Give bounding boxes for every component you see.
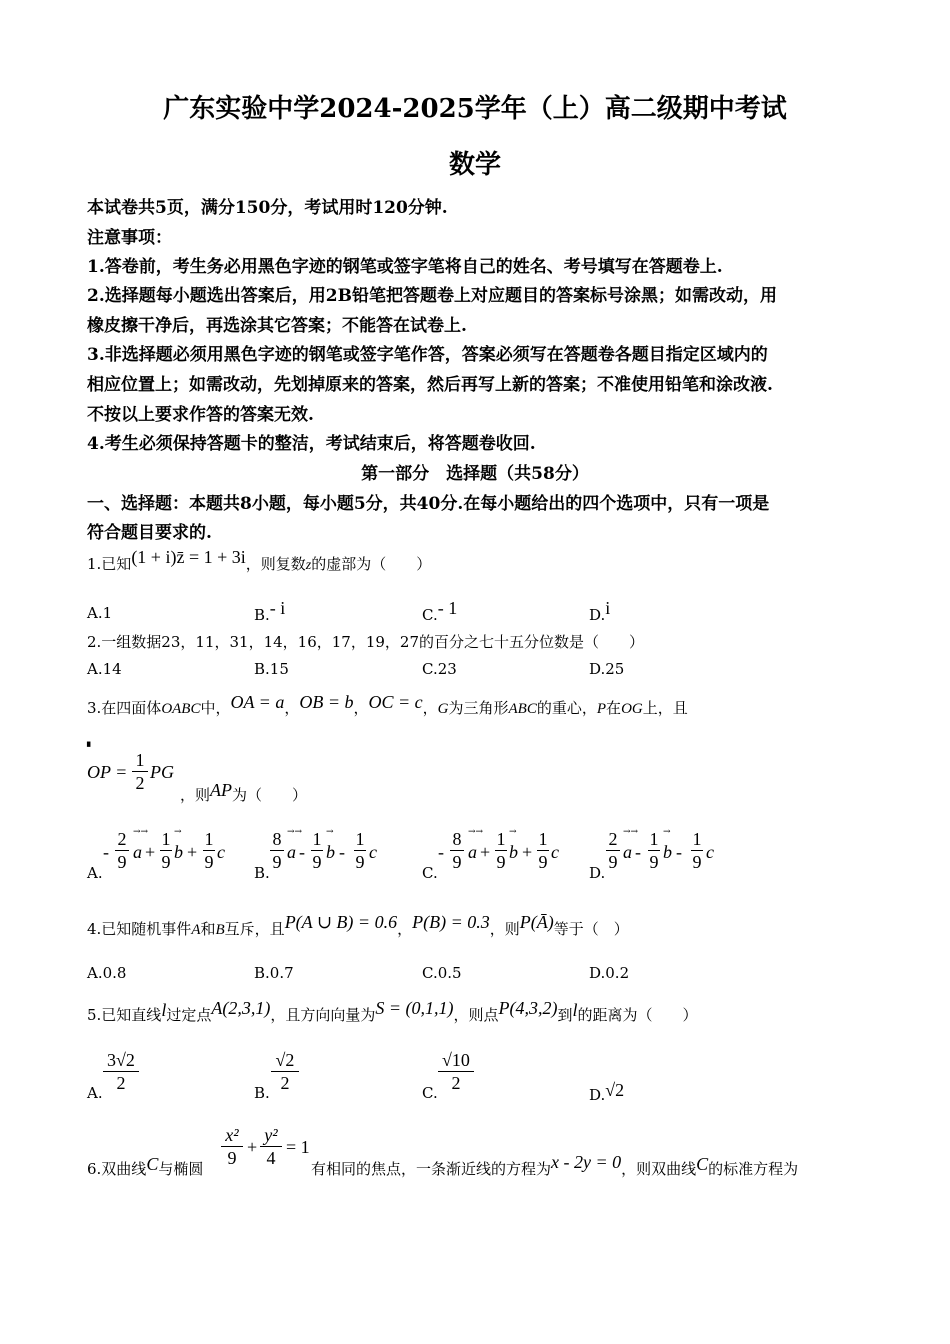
q3-op: OP = xyxy=(87,762,128,782)
q6-eq: = 1 xyxy=(286,1137,310,1157)
fraction-bar xyxy=(132,771,148,772)
q3-option-c-label: C. xyxy=(422,864,438,882)
q5-pre: 5.已知直线 xyxy=(87,1006,162,1024)
q3-text4: 在 xyxy=(606,699,622,717)
q3-pg: PG xyxy=(150,762,174,782)
q3-option-a-label: A. xyxy=(87,864,103,882)
exam-title: 广东实验中学2024-2025学年（上）高二级期中考试 xyxy=(163,94,787,124)
q3-option-d[interactable] xyxy=(589,864,605,882)
q3-oa: OA = a xyxy=(230,692,285,712)
q1-post: ，则复数 xyxy=(245,555,306,573)
subject-title: 数学 xyxy=(448,150,501,180)
q6-pre: 6.双曲线 xyxy=(87,1160,147,1178)
q3-g: G xyxy=(437,701,449,717)
question-1 xyxy=(87,547,432,574)
notice-line: 不按以上要求作答的答案无效. xyxy=(87,405,314,425)
notice-line: 相应位置上；如需改动，先划掉原来的答案，然后再写上新的答案；不准使用铅笔和涂改液. xyxy=(87,375,773,395)
q5-option-b[interactable] xyxy=(254,1084,270,1102)
q6-t1: 与椭圆 xyxy=(158,1160,204,1178)
q4-a: A xyxy=(191,922,201,938)
q3-ap: AP xyxy=(210,780,233,800)
q6-d1: 9 xyxy=(227,1148,237,1168)
q3-oc: OC = c xyxy=(368,692,423,712)
question-6 xyxy=(87,1154,204,1179)
q3-text: 中， xyxy=(200,699,231,717)
question-4: 4.已知随机事件A和B互斥，且P(A ∪ B) = 0.6，P(B) = 0.3，则P(Ā)等于（ ） xyxy=(87,912,629,938)
q6-plus: + xyxy=(247,1137,258,1157)
q5-t3: ，则点 xyxy=(453,1006,499,1024)
q1-option-d-math: i xyxy=(605,598,611,618)
q5-option-a-expr xyxy=(103,1050,139,1093)
q5-t2: ，且方向向量为 xyxy=(270,1006,376,1024)
q5-option-b-label: B. xyxy=(254,1084,270,1102)
q6-t3: ，则双曲线 xyxy=(621,1160,697,1178)
q6-x-fraction xyxy=(221,1125,243,1168)
q4-option-b[interactable]: B.0.7 xyxy=(254,964,294,982)
q6-asymptote: x - 2y = 0 xyxy=(551,1152,622,1172)
q3-text5: 上，且 xyxy=(642,699,688,717)
q6-t2: 有相同的焦点，一条渐近线的方程为 xyxy=(311,1160,552,1178)
q3-option-b-label: B. xyxy=(254,864,270,882)
q1-formula: (1 + i)z̄ = 1 + 3i xyxy=(131,547,246,567)
q3-question: 为（ ） xyxy=(232,786,308,804)
q5-option-a-den: 2 xyxy=(116,1073,126,1093)
q2-option-b[interactable]: B.15 xyxy=(254,660,289,678)
q3-ob: OB = b xyxy=(299,692,354,712)
q6-x2: x² xyxy=(225,1125,239,1145)
notice-line: 1.答卷前，考生务必用黑色字迹的钢笔或签字笔将自己的姓名、考号填写在答题卷上. xyxy=(87,257,723,277)
q1-option-b-label: B. xyxy=(254,606,270,624)
question-3: 3.在四面体OABC中，OA = a，OB = b，OC = c，G为三角形ABC的重心，P在OG上，且 xyxy=(87,692,688,717)
q3-half-den: 2 xyxy=(135,773,145,793)
q4-p-union: P(A ∪ B) = 0.6 xyxy=(284,912,398,932)
q4-p-b: P(B) = 0.3 xyxy=(412,912,490,932)
q1-var: z xyxy=(305,558,312,573)
q4-b: B xyxy=(215,922,225,938)
q5-option-a-label: A. xyxy=(87,1084,103,1102)
q2-option-a[interactable]: A.14 xyxy=(87,660,122,678)
q1-option-b-math: - i xyxy=(269,598,286,618)
q1-option-a-label: A.1 xyxy=(87,604,113,622)
q5-option-c-label: C. xyxy=(422,1084,438,1102)
q1-option-d[interactable] xyxy=(589,598,611,625)
q6-c2: C xyxy=(696,1154,709,1174)
q5-point-a: A(2,3,1) xyxy=(211,998,271,1018)
q6-y-fraction xyxy=(260,1125,282,1168)
q5-t1: 过定点 xyxy=(166,1006,212,1024)
q6-d2: 4 xyxy=(266,1148,276,1168)
q6-rest xyxy=(311,1152,799,1179)
question-5 xyxy=(87,998,698,1025)
q3-p: P xyxy=(596,701,607,717)
q5-option-b-den: 2 xyxy=(280,1073,290,1093)
q5-option-b-expr xyxy=(271,1050,299,1093)
part-heading: 第一部分 选择题（共58分） xyxy=(361,464,589,484)
question-2: 2.一组数据23，11，31，14，16，17，19，27的百分之七十五分位数是（ ） xyxy=(87,633,645,651)
q3-og: OG xyxy=(621,701,643,717)
section-heading-cont: 符合题目要求的. xyxy=(87,523,212,543)
q6-c: C xyxy=(146,1154,159,1174)
intro-text: 本试卷共5页，满分150分，考试用时120分钟. xyxy=(87,198,448,218)
q1-option-c[interactable] xyxy=(422,598,458,625)
q4-post: 等于（ ） xyxy=(553,920,629,938)
q5-option-d-label: D. xyxy=(589,1086,606,1104)
q5-l2: l xyxy=(572,1000,578,1020)
q5-point-p: P(4,3,2) xyxy=(498,998,558,1018)
q3-text3: 的重心， xyxy=(536,699,597,717)
q4-pre: 4.已知随机事件 xyxy=(87,920,192,938)
q4-and: 和 xyxy=(200,920,216,938)
notice-line: 2.选择题每小题选出答案后，用2B铅笔把答题卷上对应题目的答案标号涂黑；如需改动，用 xyxy=(87,286,777,306)
section-heading: 一、选择题：本题共8小题，每小题5分，共40分.在每小题给出的四个选项中，只有一项是 xyxy=(87,494,770,514)
q5-option-c-den: 2 xyxy=(451,1073,461,1093)
q4-option-c[interactable]: C.0.5 xyxy=(422,964,462,982)
notice-heading: 注意事项： xyxy=(87,228,172,248)
q3-half-fraction xyxy=(132,750,148,793)
q3-text2: 为三角形 xyxy=(448,699,509,717)
q3-abc: ABC xyxy=(508,701,537,717)
q5-direction: S = (0,1,1) xyxy=(375,998,454,1018)
q1-post2: 的虚部为（ ） xyxy=(311,555,432,573)
q1-option-c-math: - 1 xyxy=(437,598,458,618)
q3-pre: 3.在四面体 xyxy=(87,699,162,717)
q1-pre: 1.已知 xyxy=(87,555,132,573)
notice-line: 3.非选择题必须用黑色字迹的钢笔或签字笔作答，答案必须写在答题卷各题目指定区域内的 xyxy=(87,345,768,365)
q5-option-d[interactable] xyxy=(589,1080,625,1105)
notice-line: 橡皮擦干净后，再选涂其它答案；不能答在试卷上. xyxy=(87,316,467,336)
q3-half-num: 1 xyxy=(135,750,145,770)
notice-line: 4.考生必须保持答题卡的整洁，考试结束后，将答题卷收回. xyxy=(87,434,536,454)
q4-then: ，则 xyxy=(489,920,520,938)
q2-option-d[interactable]: D.25 xyxy=(589,660,625,678)
q3-tetrahedron: OABC xyxy=(161,701,201,717)
q5-t4: 到 xyxy=(557,1006,573,1024)
q1-option-c-label: C. xyxy=(422,606,438,624)
q1-option-a[interactable] xyxy=(87,604,112,622)
q5-option-c-num: √10 xyxy=(442,1050,470,1070)
q3-option-a[interactable] xyxy=(87,864,103,882)
q1-option-d-label: D. xyxy=(589,606,606,624)
q5-l: l xyxy=(161,1000,167,1020)
q6-y2: y² xyxy=(264,1125,278,1145)
q4-mid: 互斥，且 xyxy=(224,920,285,938)
q3-option-c[interactable] xyxy=(422,864,438,882)
q5-option-d-value: √2 xyxy=(605,1080,625,1100)
q1-option-b[interactable] xyxy=(254,598,286,625)
q4-option-a[interactable]: A.0.8 xyxy=(87,964,127,982)
q5-t5: 的距离为（ ） xyxy=(577,1006,698,1024)
q5-option-a-num: 3√2 xyxy=(107,1050,135,1070)
q5-option-b-num: √2 xyxy=(275,1050,295,1070)
q3-ask xyxy=(180,780,308,805)
q5-option-c[interactable] xyxy=(422,1084,438,1102)
stray-mark: ▘ xyxy=(87,743,94,753)
q3-option-b[interactable] xyxy=(254,864,270,882)
q4-p-not-a: P(Ā) xyxy=(519,912,554,932)
q3-option-d-label: D. xyxy=(589,864,606,882)
q3-then: ，则 xyxy=(180,786,211,804)
q4-option-d[interactable]: D.0.2 xyxy=(589,964,630,982)
q6-t4: 的标准方程为 xyxy=(708,1160,799,1178)
q2-option-c[interactable]: C.23 xyxy=(422,660,457,678)
q5-option-a[interactable] xyxy=(87,1084,103,1102)
q5-option-c-expr xyxy=(438,1050,474,1093)
